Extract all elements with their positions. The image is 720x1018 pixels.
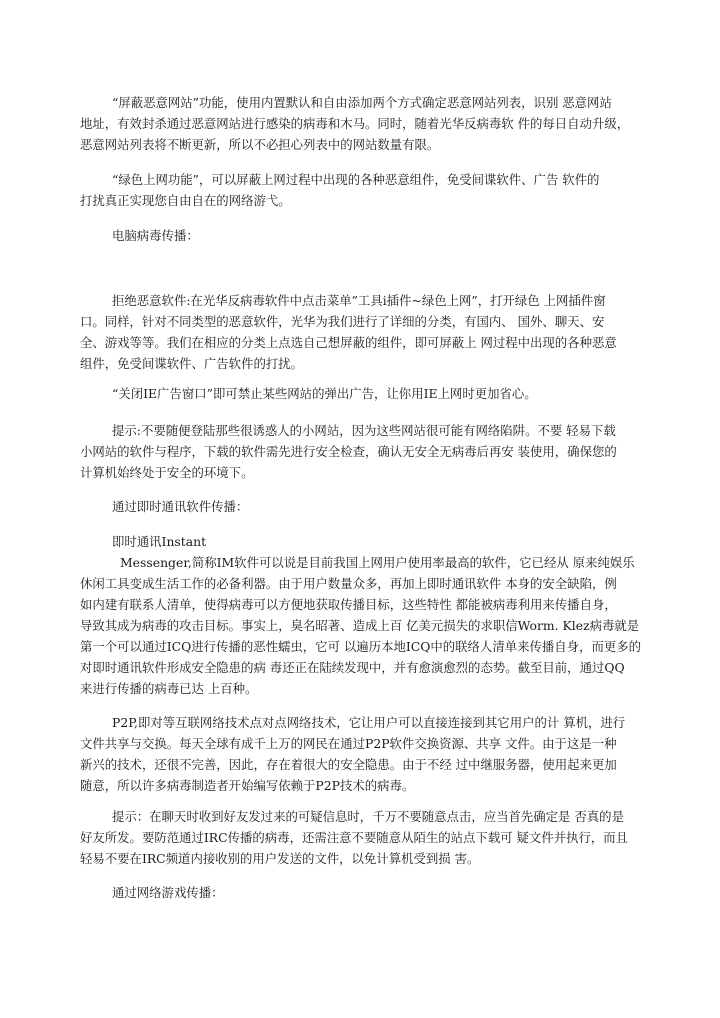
text-line: “屏蔽恶意网站”功能，使用内置默认和自由添加两个方式确定恶意网站列表，识别 恶意网站 (112, 95, 612, 110)
text-line: 拒绝恶意软件:在光华反病毒软件中点击菜单”工具i插件~绿色上网”，打开绿色 上网插件窗 (112, 293, 606, 308)
text-line: 第一个可以通过ICQ进行传播的恶性蠕虫，它可 以遍历本地ICQ中的联络人清单来传播自身，而更多的 (80, 639, 642, 654)
heading-im (80, 496, 650, 517)
text-line: 好友所发。要防范通过IRC传播的病毒，还需注意不要随意从陌生的站点下载可 疑文件并执行，而且 (80, 830, 629, 845)
text-line: 口。同样，针对不同类型的恶意软件，光华为我们进行了详细的分类，有国内、 国外、聊天、安 (80, 314, 605, 329)
paragraph-im-body (80, 531, 650, 699)
text-line: 地址，有效封杀通过恶意网站进行感染的病毒和木马。同时，随着光华反病毒软 件的每日自动升级， (80, 116, 630, 131)
text-line: 恶意网站列表将不断更新，所以不必担心列表中的网站数量有限。 (80, 137, 440, 152)
paragraph-tip-irc (80, 806, 650, 869)
text-line: “绿色上网功能”，可以屏蔽上网过程中出现的各种恶意组件，免受间谍软件、广告 软件的 (112, 172, 600, 187)
text-line: 来进行传播的病毒已达 上百种。 (80, 681, 258, 696)
paragraph-green-browsing (80, 169, 650, 211)
text-line: 通过网络游戏传播： (112, 885, 224, 900)
text-line: P2P,即对等互联网络技术点对点网络技术，它让用户可以直接连接到其它用户的计 算机，进行 (112, 715, 626, 730)
text-line: “关闭IE广告窗口”即可禁止某些网站的弹出广告，让你用IE上网时更加省心。 (112, 386, 537, 401)
text-line: 新兴的技术，还很不完善，因此，存在着很大的安全隐患。由于不经 过中继服务器，使用起来更加 (80, 757, 617, 772)
text-line: 组件，免受间谍软件、广告软件的打扰。 (80, 356, 304, 371)
text-line: 全、游戏等等。我们在相应的分类上点选自己想屏蔽的组件，即可屏蔽上 网过程中出现的各种恶意 (80, 335, 617, 350)
text-line: 随意，所以许多病毒制造者开始编写依赖于P2P技术的病毒。 (80, 778, 415, 793)
paragraph-p2p (80, 712, 650, 796)
paragraph-ie-popup (80, 383, 650, 404)
text-line: 提示:不要随便登陆那些很诱惑人的小网站，因为这些网站很可能有网络陷阱。不要 轻易下载 (112, 423, 616, 438)
text-line: 如内建有联系人清单，使得病毒可以方便地获取传播目标，这些特性 都能被病毒利用来传播自身， (80, 597, 617, 612)
text-line: 休闲工具变成生活工作的必备利器。由于用户数量众多，再加上即时通讯软件 本身的安全缺陷，例 (80, 576, 617, 591)
text-line: 对即时通讯软件形成安全隐患的病 毒还正在陆续发现中，并有愈演愈烈的态势。截至目前，通过QQ (80, 660, 625, 675)
text-line: 导致其成为病毒的攻击目标。事实上，臭名昭著、造成上百 亿美元损失的求职信Worm. Klez病毒就是 (80, 618, 640, 633)
text-line: 文件共享与交换。每天全球有成千上万的网民在通过P2P软件交换资源、共享 文件。由于这是一种 (80, 736, 617, 751)
text-line: 通过即时通讯软件传播： (112, 499, 249, 514)
text-line: 提示：在聊天时收到好友发过来的可疑信息时，千万不要随意点击，应当首先确定是 否真的是 (112, 809, 624, 824)
text-line: 轻易不要在IRC频道内接收别的用户发送的文件，以免计算机受到损 害。 (80, 851, 480, 866)
paragraph-block-site-filter (80, 92, 650, 155)
paragraph-reject-malware (80, 290, 650, 374)
text-line: 电脑病毒传播： (112, 228, 199, 243)
paragraph-tip-sites (80, 420, 650, 483)
text-line: 小网站的软件与程序，下载的软件需先进行安全检查，确认无安全无病毒后再安 装使用，确保您的 (80, 444, 617, 459)
heading-pc-virus (80, 225, 650, 246)
text-line: 打扰真正实现您自由自在的网络游弋。 (80, 193, 291, 208)
heading-games (80, 882, 650, 903)
text-line: 计算机始终处于安全的环境下。 (80, 465, 254, 480)
text-line: Messenger,简称IM软件可以说是目前我国上网用户使用率最高的软件，它已经从 原来纯娱乐 (120, 555, 635, 570)
text-line: 即时通讯Instant (112, 534, 207, 549)
